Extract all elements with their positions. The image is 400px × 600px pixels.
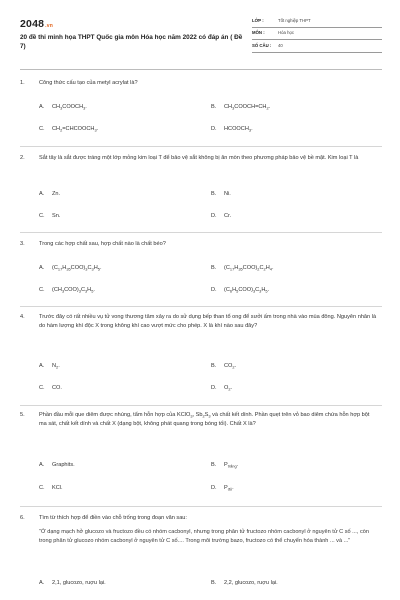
option-d[interactable]: D. $O_2$. (211, 385, 233, 392)
option-text: $(C_6H_5COO)_3C_3H_5$. (224, 287, 270, 294)
document-meta (252, 15, 382, 53)
option-b[interactable]: B. $CO_2$. (211, 363, 237, 370)
question-4 (20, 313, 382, 399)
option-text: Sn. (52, 213, 61, 219)
meta-row-question-count (252, 40, 382, 53)
meta-value: Hóa học (278, 30, 295, 36)
question-number: 2. (20, 155, 25, 161)
question-text: Trong các hợp chất sau, hợp chất nào là chất béo? (39, 241, 166, 247)
option-text: $CH_2=CHCOOCH_3$. (52, 126, 99, 133)
question-5 (20, 411, 382, 501)
question-1 (20, 79, 382, 139)
meta-row-subject (252, 28, 382, 41)
option-text: $CH_3COOCH_3$. (52, 104, 87, 111)
document-header (20, 12, 382, 64)
option-text: Zn. (52, 191, 61, 197)
option-a[interactable]: A. Zn. (39, 191, 61, 197)
question-text: Tìm từ thích hợp để điền vào chỗ trống trong đoạn văn sau: (39, 515, 187, 521)
header-divider (20, 69, 382, 70)
document-title: 20 đề thi minh họa THPT Quốc gia môn Hóa học năm 2022 có đáp án ( Đề 7) (20, 34, 243, 51)
meta-label: SỐ CÂU : (252, 42, 272, 48)
option-text: $CH_3COOCH=CH_2$. (224, 104, 271, 111)
option-d[interactable]: D. $P_{đỏ}$. (211, 485, 234, 492)
question-divider (20, 232, 382, 233)
option-text: $P_{trắng}$. (224, 462, 239, 469)
question-number: 3. (20, 241, 25, 247)
meta-value: Tốt nghiệp THPT (278, 17, 311, 23)
option-text: 2,1, glucozo, ruợu lại. (52, 580, 106, 586)
question-number: 4. (20, 314, 25, 320)
option-text: Cr. (224, 213, 232, 219)
option-text: $N_2$. (52, 363, 60, 370)
question-number: 5. (20, 412, 25, 418)
question-divider (20, 146, 382, 147)
option-a[interactable]: A. $N_2$. (39, 363, 60, 370)
question-6 (20, 514, 382, 594)
option-b[interactable]: B. $(C_{17}H_{35}COO)_2C_2H_4$. (211, 265, 274, 272)
question-text: Phần đầu mỗi que diêm được nhúng, tẩm hỗn hợp của KClO$_3$, $Sb_2S_3$ và chất kết dính. Phần quẹt trên vỏ bao diêm chứa hỗn hợp bột ma sát, chất kết dính và chất X (dạng bột, không phát quang trong bóng tối). Chất X là? (39, 412, 370, 428)
option-c[interactable]: C. $CH_2=CHCOOCH_3$. (39, 126, 99, 133)
option-text: $(C_{17}H_{35}COO)_3C_3H_5$. (52, 265, 102, 272)
question-2 (20, 154, 382, 226)
option-a[interactable]: A. $CH_3COOCH_3$. (39, 104, 87, 111)
option-text: $O_2$. (224, 385, 233, 392)
option-text: KCl. (52, 485, 63, 491)
option-a[interactable]: A. $(C_{17}H_{35}COO)_3C_3H_5$. (39, 265, 102, 272)
option-text: $CO_2$. (224, 363, 237, 370)
question-number: 6. (20, 515, 25, 521)
question-3 (20, 240, 382, 300)
option-text: $HCOOCH_3$. (224, 126, 253, 133)
option-d[interactable]: D. Cr. (211, 213, 232, 219)
meta-label: MÔN : (252, 30, 265, 36)
option-d[interactable]: D. $(C_6H_5COO)_3C_3H_5$. (211, 287, 270, 294)
meta-label: LỚP : (252, 17, 264, 23)
option-c[interactable]: C. Sn. (39, 213, 61, 219)
question-text: Sắt tây là sắt được tráng một lớp mỏng kim loại T để bảo vệ sắt không bị ăn mòn theo phương pháp bảo vệ bề mặt. Kim loại T là (39, 155, 359, 161)
option-c[interactable]: C. CO. (39, 385, 62, 391)
option-text: $(C_{17}H_{35}COO)_2C_2H_4$. (224, 265, 274, 272)
question-divider (20, 306, 382, 307)
option-b[interactable]: B. 2,2, glucozo, ruợu lại. (211, 580, 278, 586)
question-passage: “Ở dạng mạch hở glucozo và fructozo đều có nhóm cacbonyl, nhưng trong phân tử fructozo nhóm cacbonyl ở nguyên tử C số ..., còn trong phân tử glucozo nhóm cacbonyl ở nguyên tử C số.... Trong môi trường bazo, fructozo có thể chuyển hóa thành ... và ...” (39, 529, 369, 545)
option-text: 2,2, glucozo, ruợu lại. (224, 580, 278, 586)
option-a[interactable]: A. 2,1, glucozo, ruợu lại. (39, 580, 106, 586)
question-text: Công thức cấu tạo của metyl acrylat là? (39, 80, 138, 86)
option-text: $(CH_3COO)_3C_3H_5$. (52, 287, 95, 294)
option-text: $P_{đỏ}$. (224, 485, 234, 492)
option-c[interactable]: C. $(CH_3COO)_3C_3H_5$. (39, 287, 95, 294)
option-b[interactable]: B. Ni. (211, 191, 231, 197)
question-text: Trước đây có rất nhiều vụ tử vong thương tâm xảy ra do sử dụng bếp than tổ ong để sưởi ấm trong nhà vào mùa đông. Nguyên nhân là do hàm lượng khí độc X trong không khí cao vượt mức cho phép. X là khí nào sau đây? (39, 314, 377, 330)
question-divider (20, 506, 382, 507)
question-divider (20, 405, 382, 406)
option-d[interactable]: D. $HCOOCH_3$. (211, 126, 253, 133)
option-c[interactable]: C. KCl. (39, 485, 63, 491)
option-a[interactable]: A. Graphits. (39, 462, 75, 468)
option-text: CO. (52, 385, 62, 391)
option-text: Ni. (224, 191, 231, 197)
site-logo[interactable]: 2048.vn (20, 18, 53, 30)
option-text: Graphits. (52, 462, 75, 468)
meta-row-grade (252, 15, 382, 28)
option-b[interactable]: B. $P_{trắng}$. (211, 462, 239, 469)
meta-value: 40 (278, 42, 283, 48)
question-number: 1. (20, 80, 25, 86)
option-b[interactable]: B. $CH_3COOCH=CH_2$. (211, 104, 271, 111)
